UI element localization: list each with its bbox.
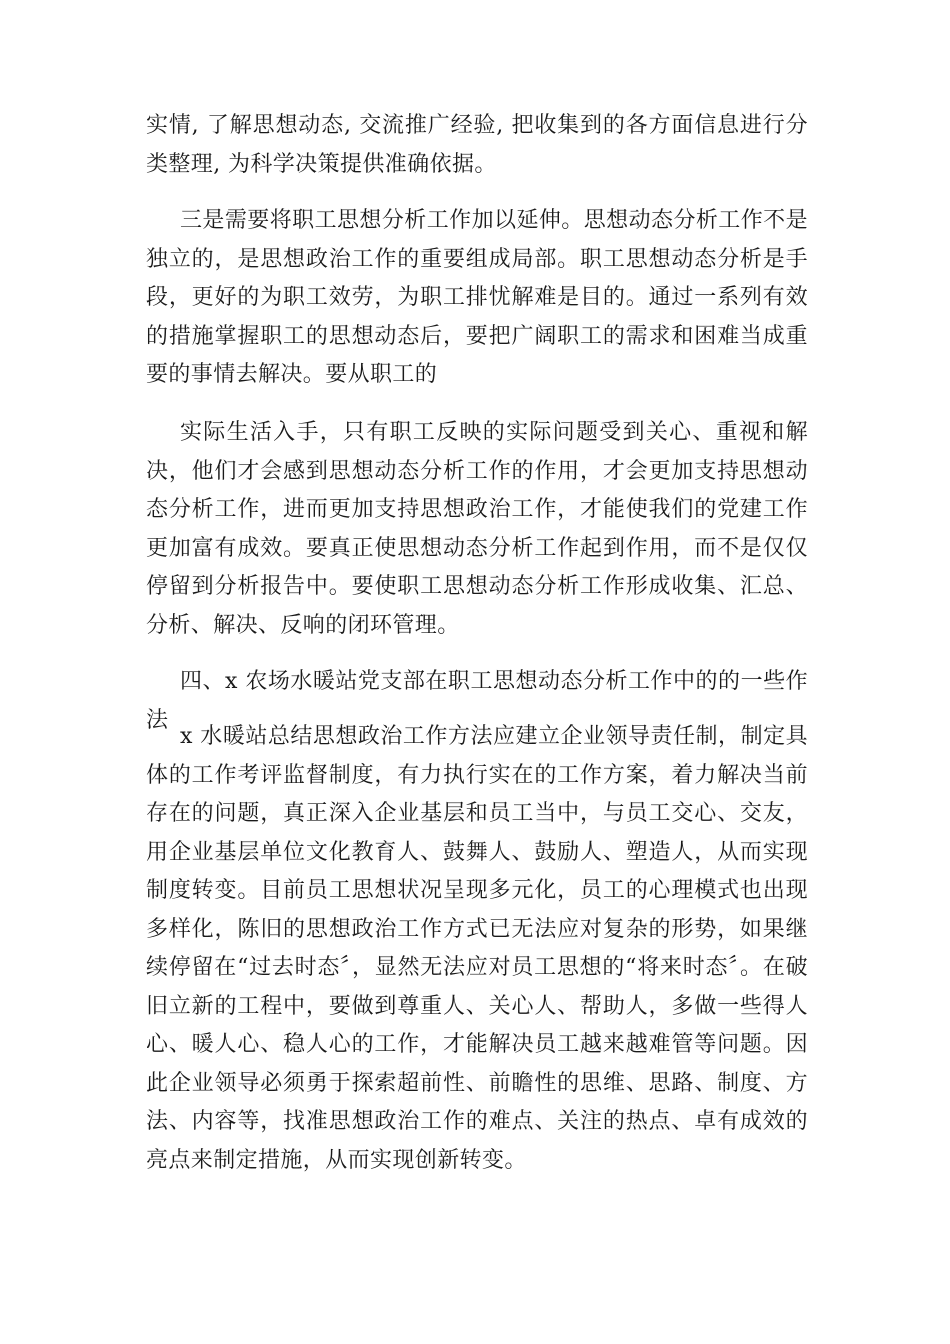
paragraph-station-summary: x 水暖站总结思想政治工作方法应建立企业领导责任制，制定具体的工作考评监督制度，有力执行实在的工作方案，着力解决当前存在的问题，真正深入企业基层和员工当中，与员工交心、交友，用企业基层单位文化教育人、鼓舞人、鼓励人、塑造人，从而实现制度转变。目前员工思想状况呈现多元化，员工的心理模式也出现多样化，陈旧的思想政治工作方式已无法应对复杂的形势，如果继续停留在“过去时态〞，显然无法应对员工思想的“将来时态〞。在破旧立新的工程中，要做到尊重人、关心人、帮助人，多做一些得人心、暖人心、稳人心的工作，才能解决员工越来越难管等问题。因此企业领导必须勇于探索超前性、前瞻性的思维、思路、制度、方法、内容等，找准思想政治工作的难点、关注的热点、卓有成效的亮点来制定措施，从而实现创新转变。 [146, 724, 808, 1173]
section-heading-four: 四、x 农场水暖站党支部在职工思想动态分析工作中的的一些作法 [146, 669, 808, 733]
paragraph-continuation: 实情, 了解思想动态, 交流推广经验, 把收集到的各方面信息进行分类整理, 为科学决策提供准确依据。 [146, 113, 808, 177]
paragraph-practical-life: 实际生活入手，只有职工反映的实际问题受到关心、重视和解决，他们才会感到思想动态分析工作的作用，才会更加支持思想动态分析工作，进而更加支持思想政治工作，才能使我们的党建工作更加富有成效。要真正使思想动态分析工作起到作用，而不是仅仅停留到分析报告中。要使职工思想动态分析工作形成收集、汇总、分析、解决、反响的闭环管理。 [146, 420, 808, 638]
paragraph-point-three: 三是需要将职工思想分析工作加以延伸。思想动态分析工作不是独立的，是思想政治工作的重要组成局部。职工思想动态分析是手段，更好的为职工效劳，为职工排忧解难是目的。通过一系列有效的措施掌握职工的思想动态后，要把广阔职工的需求和困难当成重要的事情去解决。要从职工的 [146, 208, 808, 387]
